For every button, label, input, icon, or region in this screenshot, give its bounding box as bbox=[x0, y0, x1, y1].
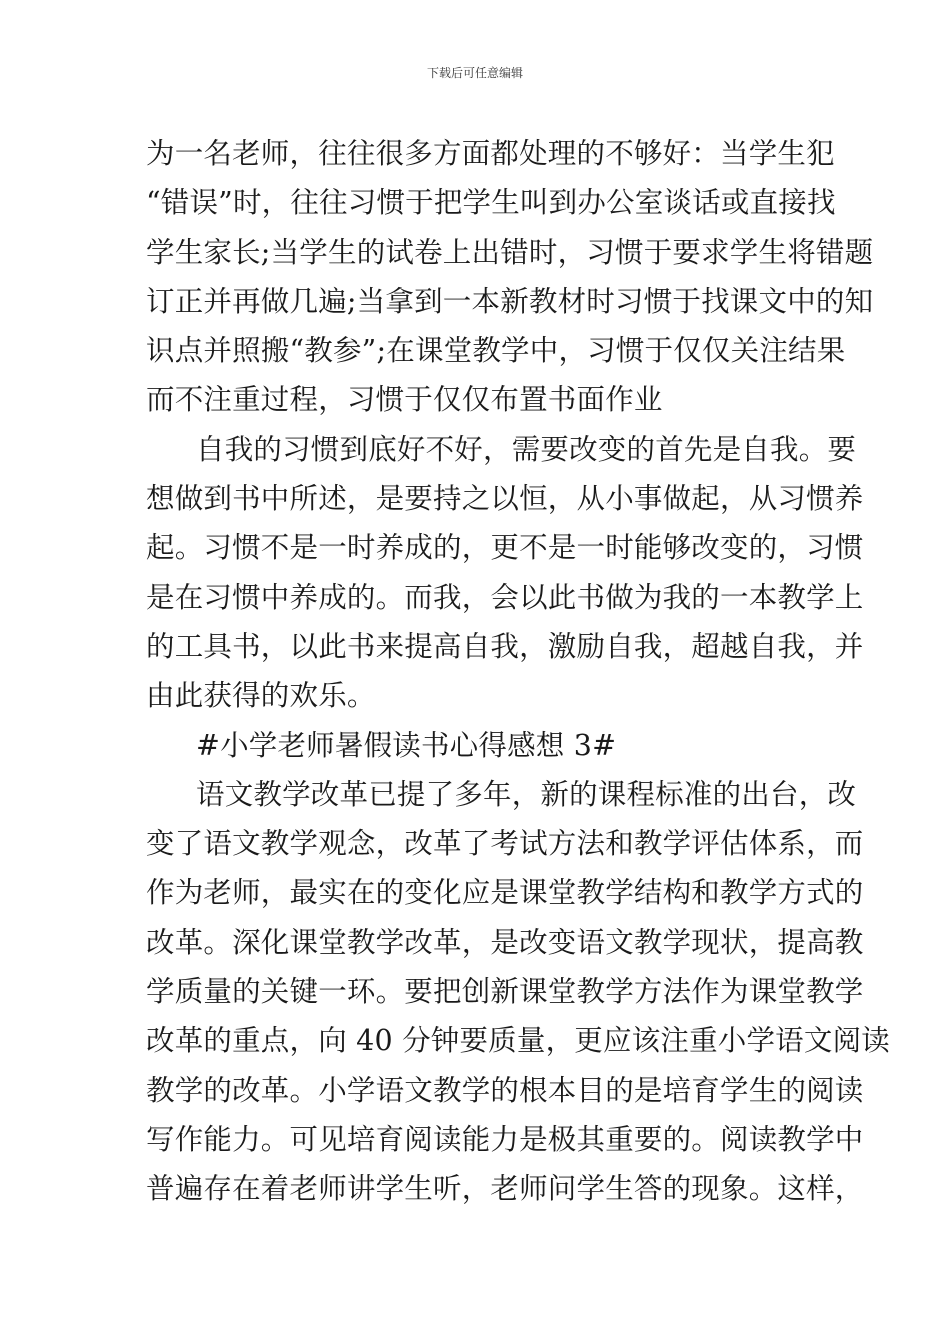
section-heading: #小学老师暑假读书心得感想 3# bbox=[196, 728, 617, 762]
text-line: 学生家长;当学生的试卷上出错时，习惯于要求学生将错题 bbox=[146, 235, 874, 269]
text-line: 识点并照搬“教参”;在课堂教学中，习惯于仅仅关注结果 bbox=[146, 334, 846, 368]
text-line: 普遍存在着老师讲学生听，老师问学生答的现象。这样， bbox=[146, 1172, 864, 1206]
text-line: 变了语文教学观念，改革了考试方法和教学评估体系，而 bbox=[146, 827, 864, 861]
text-line: 作为老师，最实在的变化应是课堂教学结构和教学方式的 bbox=[146, 876, 864, 910]
paragraph-start-line: 语文教学改革已提了多年，新的课程标准的出台，改 bbox=[196, 777, 857, 811]
text-line: 教学的改革。小学语文教学的根本目的是培育学生的阅读 bbox=[146, 1073, 864, 1107]
text-line: 订正并再做几遍;当拿到一本新教材时习惯于找课文中的知 bbox=[146, 284, 874, 318]
text-line: 改革。深化课堂教学改革，是改变语文教学现状，提高教 bbox=[146, 925, 864, 959]
page-header: 下载后可任意编辑 bbox=[426, 66, 523, 80]
text-line: 为一名老师，往往很多方面都处理的不够好：当学生犯 bbox=[146, 137, 835, 170]
text-line: “错误”时，往往习惯于把学生叫到办公室谈话或直接找 bbox=[146, 186, 836, 220]
document-body bbox=[146, 129, 890, 1214]
text-line: 而不注重过程，习惯于仅仅布置书面作业 bbox=[146, 383, 663, 417]
text-line: 学质量的关键一环。要把创新课堂教学方法作为课堂教学 bbox=[146, 975, 864, 1009]
paragraph-start-line: 自我的习惯到底好不好，需要改变的首先是自我。要 bbox=[196, 432, 857, 466]
text-line: 写作能力。可见培育阅读能力是极其重要的。阅读教学中 bbox=[146, 1122, 864, 1156]
text-line: 改革的重点，向 40 分钟要质量，更应该注重小学语文阅读 bbox=[146, 1024, 890, 1058]
text-line: 是在习惯中养成的。而我，会以此书做为我的一本教学上 bbox=[146, 580, 864, 614]
text-line: 想做到书中所述，是要持之以恒，从小事做起，从习惯养 bbox=[146, 482, 864, 516]
text-line: 由此获得的欢乐。 bbox=[146, 679, 376, 713]
text-line: 的工具书，以此书来提高自我，激励自我，超越自我，并 bbox=[146, 629, 864, 663]
text-line: 起。习惯不是一时养成的，更不是一时能够改变的，习惯 bbox=[146, 531, 864, 565]
